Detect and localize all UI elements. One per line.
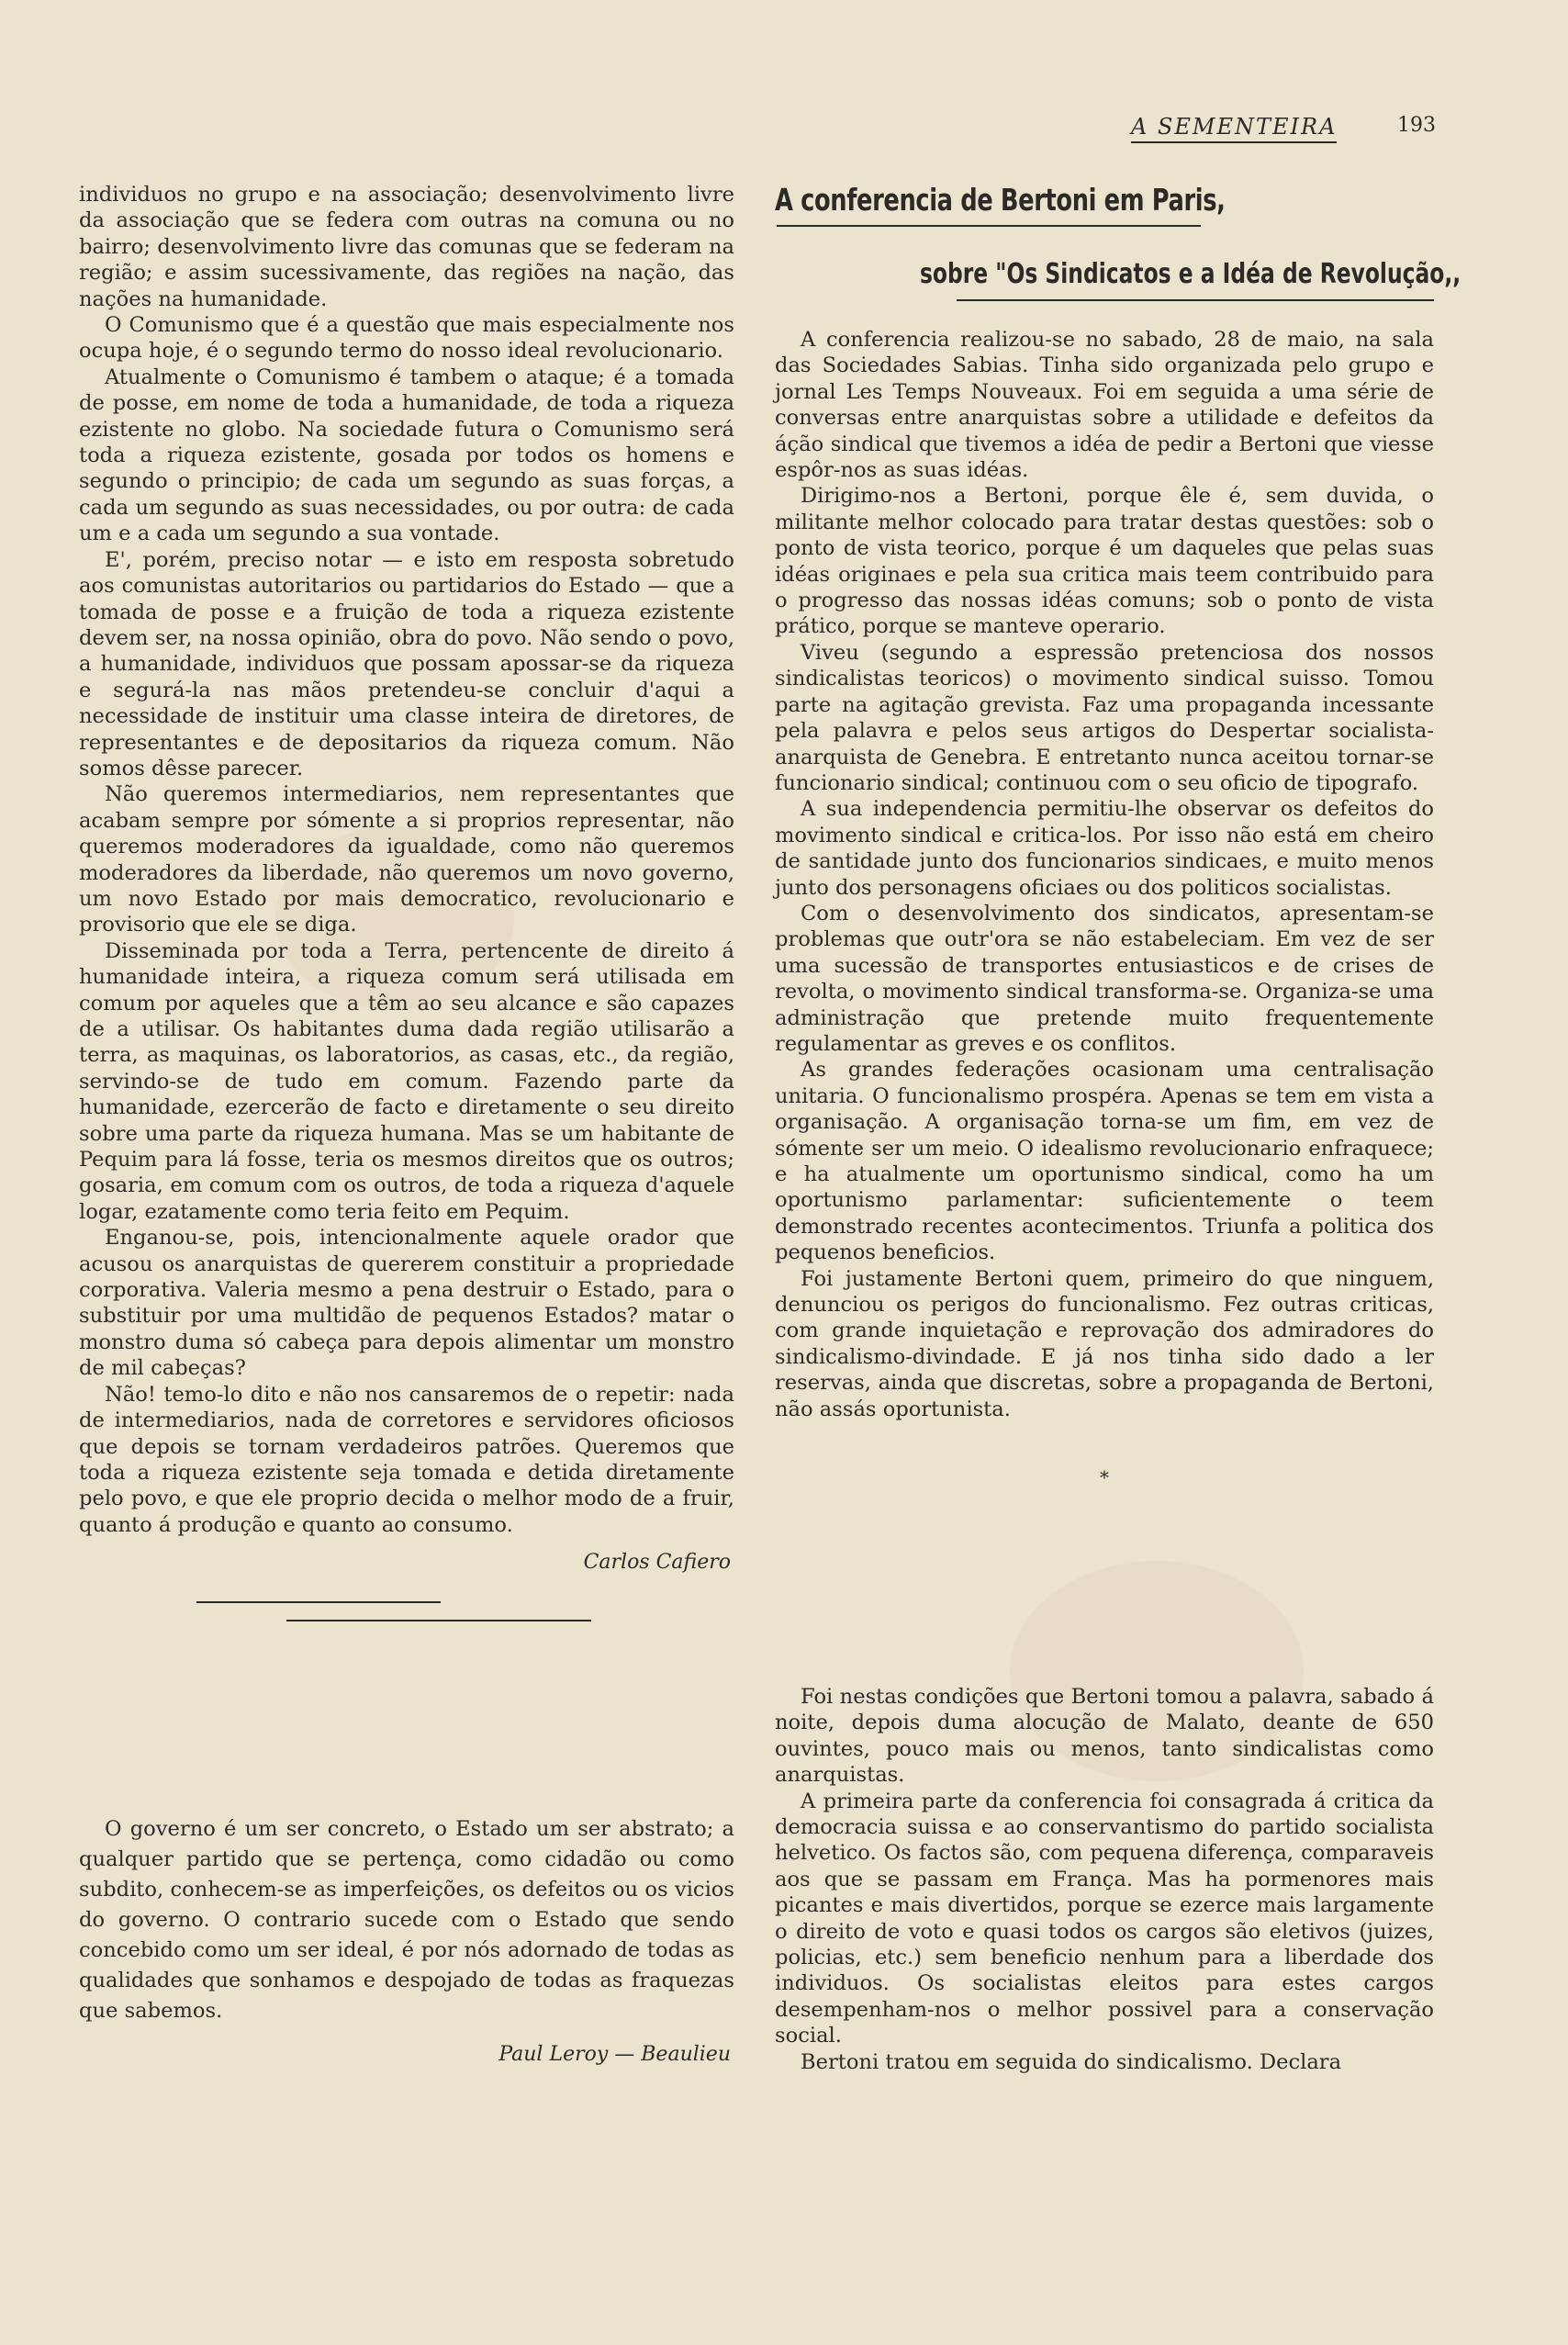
section-divider [79,1574,734,1633]
paragraph: Bertoni tratou em seguida do sindicalismo. Declara [801,2049,1342,2074]
paragraph: Enganou-se, pois, intencionalmente aquele orador que acusou os anarquistas de quererem constituir a propriedade corporativa. Valeria mesmo a pena destruir o Estado, para o substituir por uma multidão de pequenos Estados? matar o monstro duma só cabeça para depois alimentar um monstro de mil cabeças? [79,1226,734,1381]
paragraph: Foi justamente Bertoni quem, primeiro do que ninguem, denunciou os perigos do funcionalismo. Fez outras criticas, com grande inquietação e reprovação dos admiradores do sindicalismo-divindade. E já nos tinha sido dado a ler reservas, ainda que discretas, sobre a propaganda de Bertoni, não assás oportunista. [775,1266,1434,1421]
section-separator: * [1100,1466,1109,1489]
paragraph: Dirigimo-nos a Bertoni, porque êle é, sem duvida, o militante melhor colocado para tratar destas questões: sob o ponto de vista teorico, porque é um daqueles que pelas suas idéas originaes e pela sua critica mais teem contribuido para o progresso das nossas idéas comuns; sob o ponto de vista prático, porque se manteve operario. [775,484,1434,639]
article-author: Carlos Cafiero [583,1551,731,1575]
paragraph: A sua independencia permitiu-lhe observar os defeitos do movimento sindical e critica-los. Por isso não está em cheiro de santidade junto dos funcionarios sindicaes, e muito menos junto dos personagens oficiaes ou dos politicos socialistas. [775,797,1434,900]
paragraph: Não! temo-lo dito e não nos cansaremos de o repetir: nada de intermediarios, nada de corretores e servidores oficiosos que depois se tornam verdadeiros patrões. Queremos que toda a riqueza ezistente seja tomada e detida diretamente pelo povo, e que ele proprio decida o melhor modo de a fruir, quanto á produção e quanto ao consumo. [79,1382,734,1537]
quote-text: O governo é um ser concreto, o Estado um ser abstrato; a qualquer partido que se pertença, como cidadão ou como subdito, conhecem-se as imperfeições, os defeitos ou os vicios do governo. O contrario sucede com o Estado que sendo concebido como um ser ideal, é por nós adornado de todas as qualidades que sonhamos e despojado de todas as fraquezas que sabemos. [79,1817,734,2023]
paragraph: A primeira parte da conferencia foi consagrada á critica da democracia suissa e ao conservantismo do partido socialista helvetico. Os factos são, com pequena diferença, comparaveis aos que se passam em França. Mas ha pormenores mais picantes e mais divertidos, porque se ezerce mais largamente o direito de voto e quasi todos os cargos são eletivos (juizes, policias, etc.) sem beneficio nenhum para a liberdade dos individuos. Os socialistas eleitos para estes cargos desempenham-nos o melhor possivel para a conservação social. [775,1789,1434,2048]
paragraph: Foi nestas condições que Bertoni tomou a palavra, sabado á noite, depois duma alocução de Malato, deante de 650 ouvintes, pouco mais ou menos, tanto sindicalistas como anarquistas. [775,1685,1434,1788]
headline-rule [777,225,1201,227]
right-article [775,182,1462,1521]
subheadline-rule [957,299,1434,301]
paragraph: individuos no grupo e na associação; desenvolvimento livre da associação que se federa com outras na comuna ou no bairro; desenvolvimento livre das comunas que se federam na região; e assim sucessivamente, das regiões na nação, das nações na humanidade. [79,183,734,311]
page-number: 193 [1397,114,1436,137]
left-article [79,182,734,1633]
paragraph: O Comunismo que é a questão que mais especialmente nos ocupa hoje, é o segundo termo do nosso ideal revolucionario. [79,313,734,364]
paragraph: Com o desenvolvimento dos sindicatos, apresentam-se problemas que outr'ora se não estabeleciam. Em vez de ser uma sucessão de transportes entusiasticos e de crises de revolta, o movimento sindical transforma-se. Organiza-se uma administração que pretende muito frequentemente regulamentar as greves e os conflitos. [775,901,1434,1056]
paragraph: Disseminada por toda a Terra, pertencente de direito á humanidade inteira, a riqueza comum será utilisada em comum por aqueles que a têm ao seu alcance e são capazes de a utilisar. Os habitantes duma dada região utilisarão a terra, as maquinas, os laboratorios, as casas, etc., da região, servindo-se de tudo em comum. Fazendo parte da humanidade, ezercerão de facto e diretamente o seu direito sobre uma parte da riqueza humana. Mas se um habitante de Pequim para lá fosse, teria os mesmos direitos que os outros; gosaria, em comum com os outros, de toda a riqueza d'aquele logar, ezatamente como teria feito em Pequim. [79,938,734,1224]
right-article-continuation [775,1684,1434,2075]
paragraph: E', porém, preciso notar — e isto em resposta sobretudo aos comunistas autoritarios ou partidarios do Estado — que a tomada de posse e a fruição de toda a riqueza ezistente devem ser, na nossa opinião, obra do povo. Não sendo o povo, a humanidade, individuos que possam apossar-se da riqueza e segurá-la nas mãos pretendeu-se concluir d'aqui a necessidade de instituir uma classe inteira de diretores, de representantes e de depositarios da riqueza comum. Não somos dêsse parecer. [79,547,734,780]
quote-author: Paul Leroy — Beaulieu [498,2043,731,2066]
paragraph: Atualmente o Comunismo é tambem o ataque; é a tomada de posse, em nome de toda a humanidade, de toda a riqueza ezistente no globo. Na sociedade futura o Comunismo será toda a riqueza ezistente, gosada por todos os homens e segundo o principio; de cada um segundo as suas forças, a cada um segundo as suas necessidades, ou por outra: de cada um e a cada um segundo a sua vontade. [79,365,734,546]
article-headline: A conferencia de Bertoni em Paris, [775,182,1226,218]
paragraph: A conferencia realizou-se no sabado, 28 de maio, na sala das Sociedades Sabias. Tinha sido organizada pelo grupo e jornal Les Temps Nouveaux. Foi em seguida a uma série de conversas entre anarquistas sobre a utilidade e defeitos da áção sindical que tivemos a idéa de pedir a Bertoni que viesse espôr-nos as suas idéas. [775,328,1434,483]
paragraph: Não queremos intermediarios, nem representantes que acabam sempre por sómente a si proprios representar, não queremos moderadores da igualdade, como não queremos moderadores da liberdade, não queremos um novo governo, um novo Estado por mais democratico, revolucionario e provisorio que ele se diga. [79,782,734,937]
journal-title: A SEMENTEIRA [1131,114,1337,143]
paragraph: As grandes federações ocasionam uma centralisação unitaria. O funcionalismo prospéra. Apenas se tem em vista a organisação. A organisação torna-se um fim, em vez de sómente ser um meio. O idealismo revolucionario enfraquece; e ha atualmente um oportunismo sindical, como ha um oportunismo parlamentar: suficientemente o teem demonstrado recentes acontecimentos. Triunfa a politica dos pequenos beneficios. [775,1058,1434,1265]
running-header [1129,114,1441,151]
article-subheadline: sobre "Os Sindicatos e a Idéa de Revolução,, [919,258,1462,290]
paragraph: Viveu (segundo a espressão pretenciosa dos nossos sindicalistas teoricos) o movimento sindical suisso. Tomou parte na agitação grevista. Faz uma propaganda incessante pela palavra e pelos seus artigos do Despertar socialista-anarquista de Genebra. E entretanto nunca aceitou tornar-se funcionario sindical; continuou com o seu oficio de tipografo. [775,640,1434,795]
left-quote [79,1814,734,2066]
